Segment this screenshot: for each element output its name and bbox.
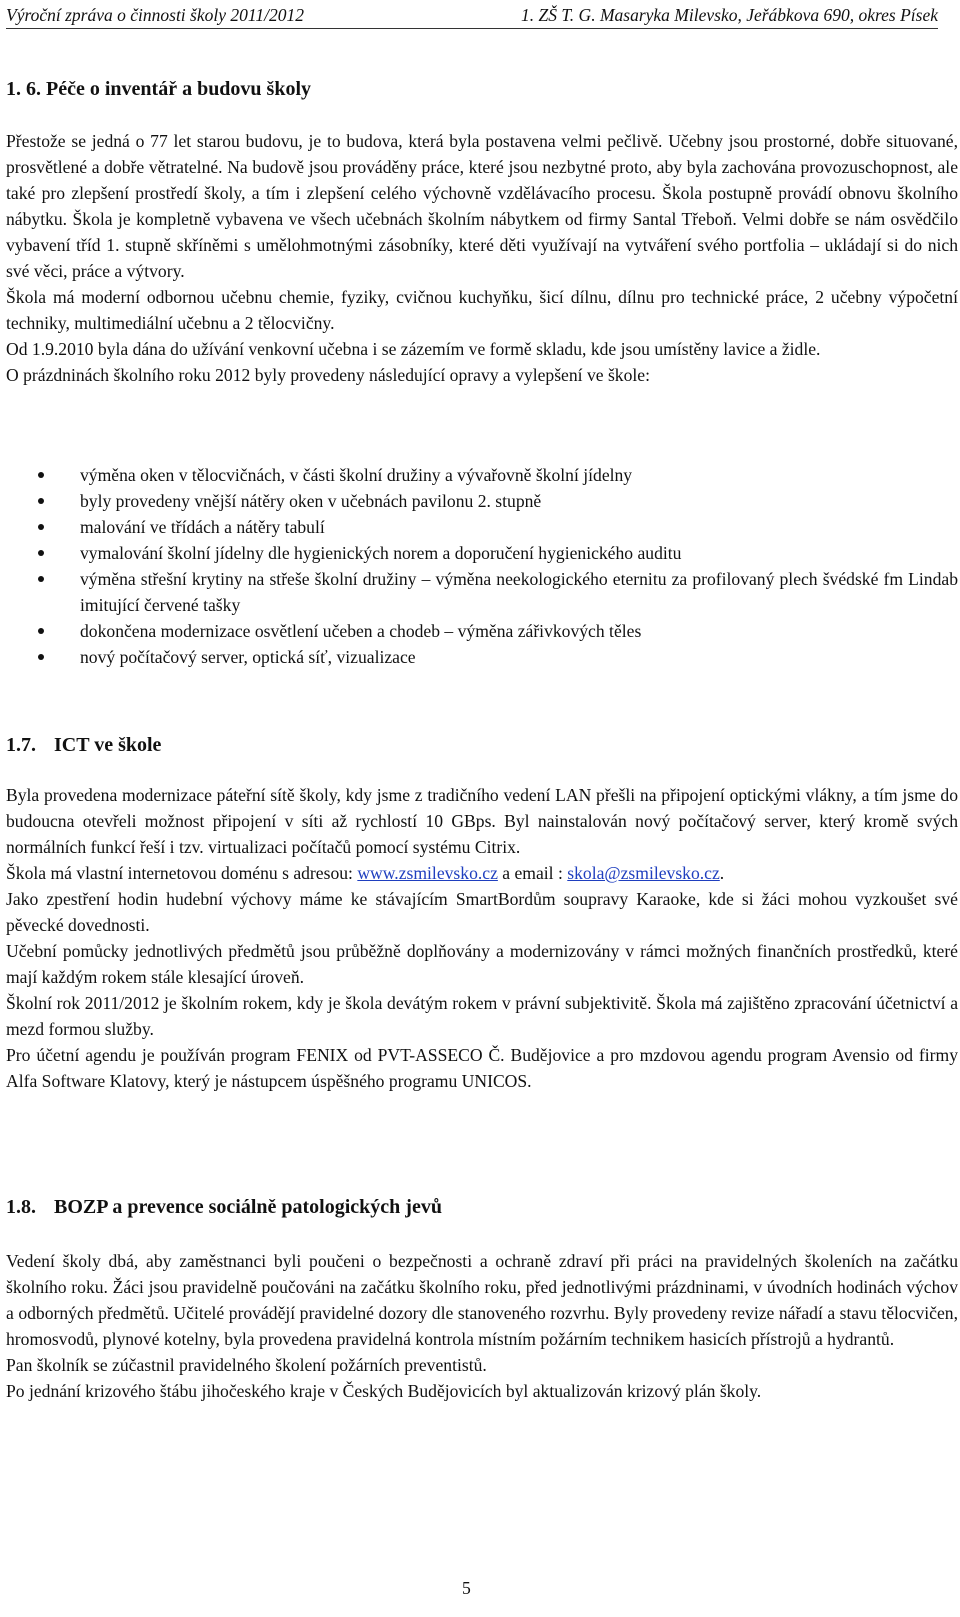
bullet-icon [38,472,44,478]
paragraph-accounting: Pro účetní agendu je používán program FENIX od PVT-ASSECO Č. Budějovice a pro mzdovou agendu program Avensio od firmy Alfa Software Klatovy, který je nástupcem úspěšného programu UNICOS. [6,1045,958,1091]
section-1-7-number: 1.7. [6,734,36,756]
paragraph-classrooms: Škola má moderní odbornou učebnu chemie, fyziky, cvičnou kuchyňku, šicí dílnu, dílnu pro technické práce, 2 učebny výpočetní techniky, multimediální učebnu a 2 tělocvičny. [6,287,958,333]
repairs-list [0,462,958,670]
list-item: dokončena modernizace osvětlení učeben a chodeb – výměna zářivkových těles [0,618,958,644]
section-1-8-body [6,1248,958,1404]
paragraph-karaoke: Jako zpestření hodin hudební výchovy máme ke stávajícím SmartBordům soupravy Karaoke, kde si žáci mohou vyzkoušet své pěvecké dovednosti. [6,889,958,935]
paragraph-building: Přestože se jedná o 77 let starou budovu, je to budova, která byla postavena velmi pečlivě. Učebny jsou prostorné, dobře situované, prosvětlené a dobře větratelné. Na budově jsou prováděny práce, které jsou nezbytné proto, aby byla zachována provozuschopnost, ale také pro zlepšení prostředí školy, a tím i zlepšení celého výchovně vzdělávacího procesu. Škola postupně provádí obnovu školního nábytku. Škola je kompletně vybavena ve všech učebnách školním nábytkem od firmy Santal Třeboň. Velmi dobře se nám osvědčilo vybavení tříd 1. stupně skříněmi s umělohmotnými zásobníky, které děti využívají na vytváření svého portfolia – ukládají si do nich své věci, práce a výtvory. [6,131,958,281]
bullet-icon [38,550,44,556]
running-header [6,4,938,29]
list-item: výměna střešní krytiny na střeše školní družiny – výměna neekologického eternitu za profilovaný plech švédské fm Lindab imitující červené tašky [0,566,958,618]
paragraph-crisis-plan: Po jednání krizového štábu jihočeského kraje v Českých Budějovicích byl aktualizován krizový plán školy. [6,1381,762,1401]
bullet-icon [38,576,44,582]
list-item: vymalování školní jídelny dle hygienických norem a doporučení hygienického auditu [0,540,958,566]
paragraph-domain: Škola má vlastní internetovou doménu s adresou: www.zsmilevsko.cz a email : skola@zsmilevsko.cz. [6,863,725,883]
bullet-icon [38,498,44,504]
paragraph-fire-training: Pan školník se zúčastnil pravidelného školení požárních preventistů. [6,1355,487,1375]
list-item: malování ve třídách a nátěry tabulí [0,514,958,540]
header-school-name: 1. ZŠ T. G. Masaryka Milevsko, Jeřábkova 690, okres Písek [521,5,938,25]
section-1-6-body [6,128,958,388]
section-1-8-heading [6,1196,442,1219]
section-1-7-body [6,782,958,1094]
section-1-7-heading [6,734,161,757]
website-link[interactable]: www.zsmilevsko.cz [357,863,498,883]
bullet-icon [38,524,44,530]
section-1-8-title: BOZP a prevence sociálně patologických jevů [54,1196,442,1218]
section-1-6-heading: 1. 6. Péče o inventář a budovu školy [6,78,312,100]
section-1-8-number: 1.8. [6,1196,36,1218]
page-number: 5 [462,1578,471,1598]
paragraph-teaching-aids: Učební pomůcky jednotlivých předmětů jsou průběžně doplňovány a modernizovány v rámci možných finančních prostředků, které mají každým rokem stále klesající úroveň. [6,941,958,987]
email-link[interactable]: skola@zsmilevsko.cz [567,863,720,883]
bullet-icon [38,654,44,660]
list-item: nový počítačový server, optická síť, vizualizace [0,644,958,670]
paragraph-safety: Vedení školy dbá, aby zaměstnanci byli poučeni o bezpečnosti a ochraně zdraví při práci na pravidelných školeních na začátku školního roku. Žáci jsou pravidelně poučováni na začátku školního roku, před jednotlivými prázdninami, v úvodních hodinách výchov a odborných předmětů. Učitelé provádějí pravidelné dozory dle stanoveného rozvrhu. Byly provedeny revize nářadí a stavu tělocvičen, hromosvodů, plynové kotelny, byla provedena pravidelná kontrola místním požárním technikem hasicích přístrojů a hydrantů. [6,1251,958,1349]
list-item: výměna oken v tělocvičnách, v části školní družiny a vývařovně školní jídelny [0,462,958,488]
paragraph-holiday-repairs: O prázdninách školního roku 2012 byly provedeny následující opravy a vylepšení ve škole: [6,365,650,385]
section-1-7-title: ICT ve škole [54,734,162,756]
bullet-icon [38,628,44,634]
paragraph-outdoor-classroom: Od 1.9.2010 byla dána do užívání venkovní učebna i se zázemím ve formě skladu, kde jsou umístěny lavice a židle. [6,339,821,359]
paragraph-legal-status: Školní rok 2011/2012 je školním rokem, kdy je škola devátým rokem v právní subjektivitě. Škola má zajištěno zpracování účetnictví a mezd formou služby. [6,993,958,1039]
header-report-title: Výroční zpráva o činnosti školy 2011/2012 [6,5,304,25]
list-item: byly provedeny vnější nátěry oken v učebnách pavilonu 2. stupně [0,488,958,514]
paragraph-network: Byla provedena modernizace páteřní sítě školy, kdy jsme z tradičního vedení LAN přešli na připojení optickými vlákny, a tím jsme do budoucna otevřeli možnost připojení v síti až rychlostí 10 GBps. Byl nainstalován nový počítačový server, který kromě svých normálních funkcí řeší i tzv. virtualizaci počítačů pomocí systému Citrix. [6,785,958,857]
